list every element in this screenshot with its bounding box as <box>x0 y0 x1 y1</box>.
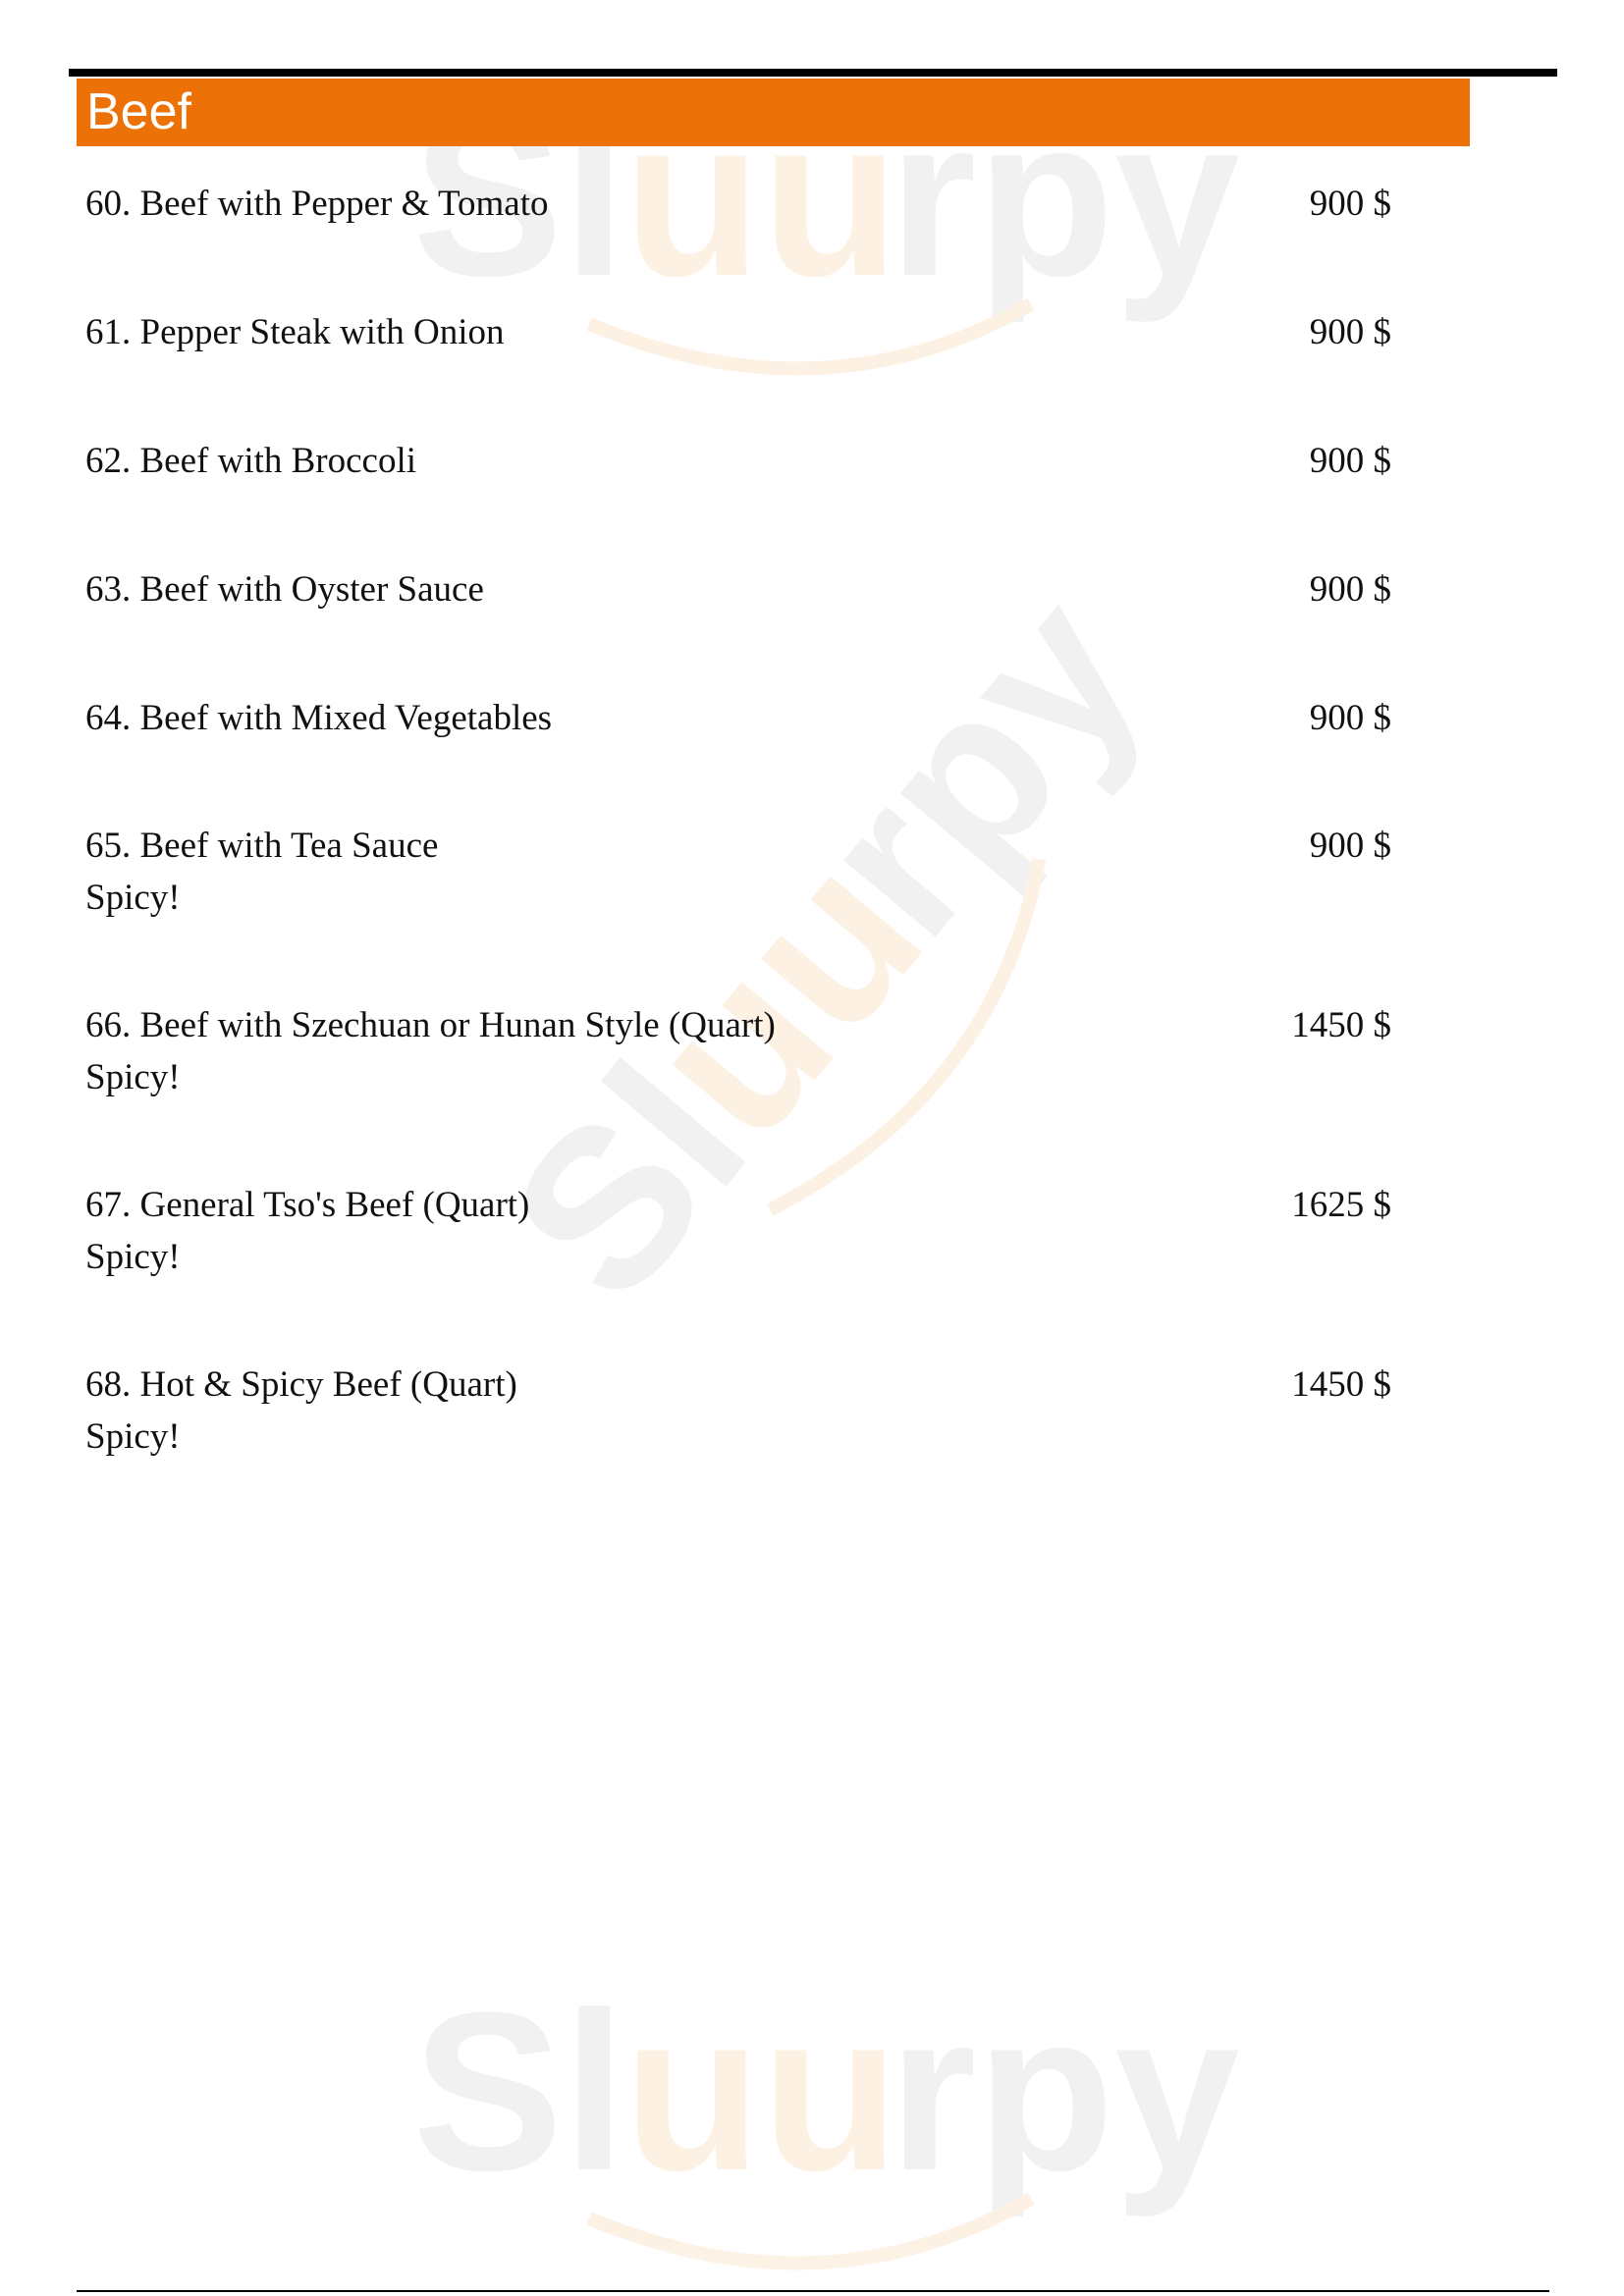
menu-item-price: 900 $ <box>1309 184 1391 224</box>
section-title: Beef <box>86 83 191 140</box>
menu-item-name: 65. Beef with Tea Sauce <box>85 826 439 866</box>
svg-text:Sl: Sl <box>462 1019 793 1345</box>
menu-item-name: 66. Beef with Szechuan or Hunan Style (Quart) <box>85 1005 776 1045</box>
menu-item <box>85 306 1391 358</box>
spicy-note: Spicy! <box>85 1057 181 1097</box>
menu-item-price: 1450 $ <box>1291 1364 1391 1405</box>
svg-text:rpy: rpy <box>768 548 1188 981</box>
menu-item <box>85 820 1391 924</box>
menu-item-name: 60. Beef with Pepper & Tomato <box>85 184 549 224</box>
menu-item-price: 900 $ <box>1309 569 1391 610</box>
menu-item <box>85 1359 1391 1463</box>
menu-item <box>85 692 1391 744</box>
menu-item-price: 900 $ <box>1309 826 1391 866</box>
menu-item-price: 1625 $ <box>1291 1185 1391 1225</box>
svg-text:uu: uu <box>623 71 899 323</box>
spicy-note: Spicy! <box>85 878 181 918</box>
menu-item-name: 67. General Tso's Beef (Quart) <box>85 1185 530 1225</box>
menu-item <box>85 1179 1391 1283</box>
svg-text:rpy: rpy <box>889 1965 1240 2217</box>
menu-item-price: 900 $ <box>1309 312 1391 352</box>
bottom-rule <box>77 2290 1549 2292</box>
top-rule <box>69 69 1557 77</box>
menu-item <box>85 178 1391 230</box>
sluurpy-logo-watermark-bottom <box>403 1953 1240 2277</box>
svg-text:uu: uu <box>623 1965 899 2217</box>
spicy-note: Spicy! <box>85 1416 181 1457</box>
menu-item <box>85 999 1391 1103</box>
svg-text:Sl: Sl <box>412 71 626 323</box>
svg-text:uu: uu <box>598 809 969 1184</box>
menu-item-name: 62. Beef with Broccoli <box>85 441 417 481</box>
spicy-note: Spicy! <box>85 1237 181 1277</box>
svg-text:rpy: rpy <box>889 71 1240 323</box>
menu-item <box>85 563 1391 615</box>
svg-text:Sl: Sl <box>412 1965 626 2217</box>
menu-item-name: 64. Beef with Mixed Vegetables <box>85 698 553 738</box>
section-header-beef <box>77 79 1470 146</box>
menu-item-name: 68. Hot & Spicy Beef (Quart) <box>85 1364 517 1405</box>
menu-item <box>85 435 1391 487</box>
menu-item-price: 900 $ <box>1309 698 1391 738</box>
menu-item-price: 1450 $ <box>1291 1005 1391 1045</box>
menu-item-price: 900 $ <box>1309 441 1391 481</box>
menu-item-name: 63. Beef with Oyster Sauce <box>85 569 484 610</box>
menu-item-name: 61. Pepper Steak with Onion <box>85 312 505 352</box>
